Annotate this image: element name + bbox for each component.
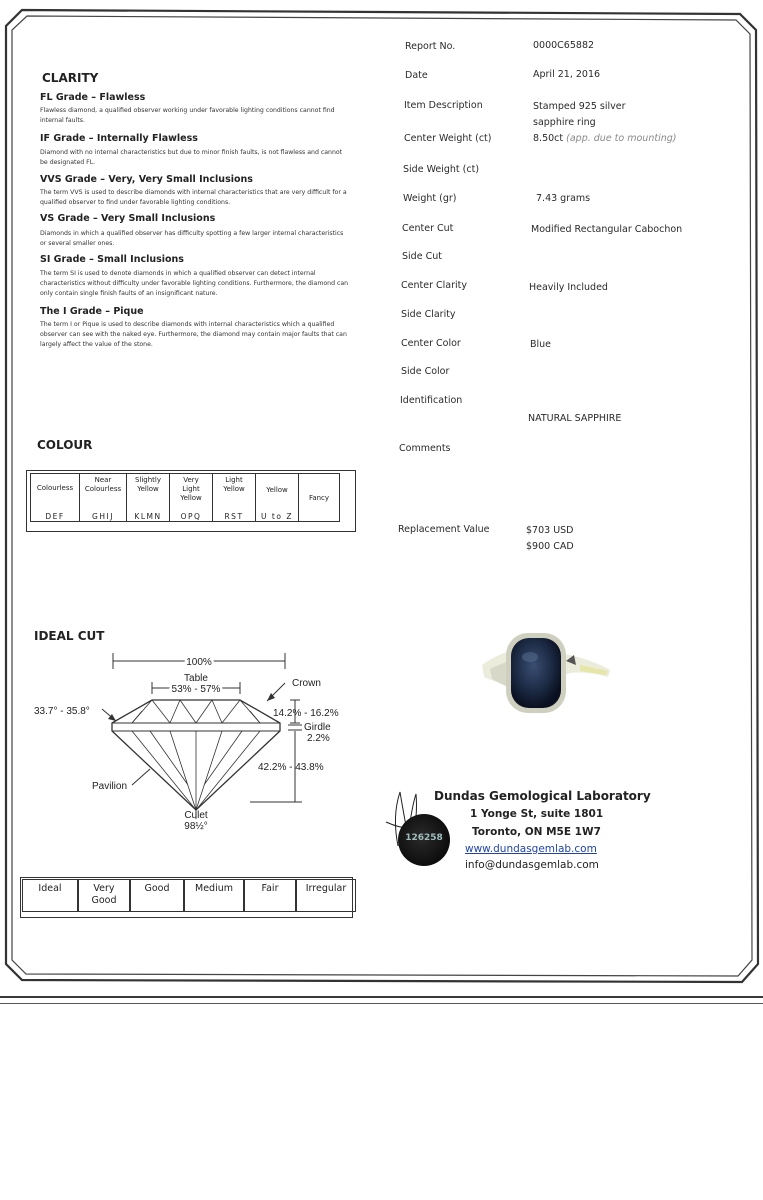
center-weight-note: (app. due to mounting) (566, 133, 677, 144)
ring-photo (470, 625, 615, 720)
grade-vs-heading: VS Grade – Very Small Inclusions (40, 213, 216, 224)
label-crown: Crown (292, 678, 321, 689)
lab-website-link[interactable]: www.dundasgemlab.com (465, 843, 597, 855)
ideal-cut-title: IDEAL CUT (34, 629, 105, 643)
seal-number: 126258 (405, 833, 443, 843)
colour-cell-slightly-yellow: Slightly Yellow KLMN (127, 474, 170, 522)
label-date: Date (405, 70, 428, 81)
value-center-weight (533, 131, 676, 147)
grade-vs-text: Diamonds in which a qualified observer has difficulty spotting a few larger internal characteristics or several smaller ones. (40, 230, 344, 247)
value-center-color: Blue (530, 339, 552, 350)
value-center-clarity: Heavily Included (529, 282, 608, 293)
label-table: Table (184, 673, 208, 684)
label-report-no: Report No. (405, 41, 456, 52)
label-crown-height: 14.2% - 16.2% (273, 708, 339, 719)
cut-grade-scale (22, 879, 356, 912)
cut-grade-medium: Medium (184, 879, 244, 912)
label-comments: Comments (399, 443, 451, 454)
grade-fl-heading: FL Grade – Flawless (40, 92, 146, 103)
colour-title: COLOUR (37, 438, 93, 452)
label-identification: Identification (400, 395, 463, 406)
label-center-clarity: Center Clarity (401, 280, 467, 291)
colour-cell-fancy: Fancy (299, 474, 340, 522)
value-center-cut: Modified Rectangular Cabochon (531, 224, 683, 235)
page-divider-thin (0, 1003, 763, 1004)
diamond-proportions-diagram (20, 645, 360, 835)
value-replacement-cad: $900 CAD (526, 541, 574, 552)
colour-scale (30, 473, 340, 522)
value-report-no: 0000C65882 (533, 40, 595, 51)
colour-cell-near-colourless: Near Colourless GHIJ (80, 474, 127, 522)
label-replacement-value: Replacement Value (398, 524, 490, 535)
label-side-color: Side Color (401, 366, 450, 377)
label-table-range: 53% - 57% (171, 684, 221, 695)
label-crown-angle: 33.7° - 35.8° (34, 706, 90, 717)
grade-si-heading: SI Grade – Small Inclusions (40, 254, 184, 265)
lab-address-line2: Toronto, ON M5E 1W7 (472, 826, 601, 838)
grade-if-text: Diamond with no internal characteristics but due to minor finish faults, is not flawless and cannot be designated FL. (40, 149, 343, 166)
label-center-weight: Center Weight (ct) (404, 133, 492, 144)
cut-grade-very-good: Very Good (78, 879, 130, 912)
label-center-color: Center Color (401, 338, 461, 349)
clarity-title: CLARITY (42, 71, 99, 85)
page-divider (0, 996, 763, 998)
label-girdle-value: 2.2% (307, 733, 330, 744)
value-weight-gr: 7.43 grams (536, 193, 591, 204)
label-culet-value: 98½° (184, 821, 208, 832)
label-weight-gr: Weight (gr) (403, 193, 457, 204)
colour-cell-light-yellow: Light Yellow RST (213, 474, 256, 522)
label-culet: Culet (184, 810, 208, 821)
value-date: April 21, 2016 (533, 69, 601, 80)
grade-vvs-heading: VVS Grade – Very, Very Small Inclusions (40, 174, 253, 185)
cut-grade-ideal: Ideal (22, 879, 78, 912)
grade-vvs-text: The term VVS is used to describe diamonds with internal characteristics that are very difficult for a qualified observer to find under favorable lighting conditions. (40, 189, 347, 206)
lab-email: info@dundasgemlab.com (465, 859, 599, 871)
grade-i-text: The term I or Pique is used to describe diamonds with internal characteristics which a qualified observer can see with the naked eye. Furthermore, the diamond may contain major faults that can largely affect the value of the stone. (40, 321, 347, 348)
grade-i-heading: The I Grade – Pique (40, 306, 144, 317)
label-pavilion: Pavilion (92, 781, 128, 792)
cut-grade-good: Good (130, 879, 184, 912)
value-identification: NATURAL SAPPHIRE (528, 413, 622, 424)
grade-si-text: The term SI is used to denote diamonds in which a qualified observer can detect internal characteristics without difficulty under favorable lighting conditions. Furthermore, the diamond can only contain single finish faults of an insignificant nature. (40, 270, 349, 297)
label-100-percent: 100% (186, 657, 212, 668)
value-item-description: Stamped 925 silver sapphire ring (533, 101, 626, 128)
cut-grade-irregular: Irregular (296, 879, 356, 912)
lab-address-line1: 1 Yonge St, suite 1801 (470, 808, 604, 820)
grade-fl-text: Flawless diamond, a qualified observer working under favorable lighting conditions cannot find internal faults. (40, 107, 335, 124)
center-weight-value: 8.50ct (533, 133, 564, 144)
label-center-cut: Center Cut (402, 223, 454, 234)
colour-cell-yellow: Yellow U to Z (256, 474, 299, 522)
colour-cell-colourless: Colourless DEF (31, 474, 80, 522)
lab-seal (398, 814, 450, 866)
lab-name: Dundas Gemological Laboratory (434, 789, 651, 803)
label-item-description: Item Description (404, 100, 483, 111)
cut-grade-fair: Fair (244, 879, 296, 912)
grade-if-heading: IF Grade – Internally Flawless (40, 133, 198, 144)
label-pavilion-depth: 42.2% - 43.8% (258, 762, 324, 773)
label-side-weight: Side Weight (ct) (403, 164, 480, 175)
label-side-clarity: Side Clarity (401, 309, 456, 320)
label-girdle: Girdle (304, 722, 331, 733)
label-side-cut: Side Cut (402, 251, 442, 262)
colour-cell-very-light-yellow: Very Light Yellow OPQ (170, 474, 213, 522)
value-replacement-usd: $703 USD (526, 525, 574, 536)
